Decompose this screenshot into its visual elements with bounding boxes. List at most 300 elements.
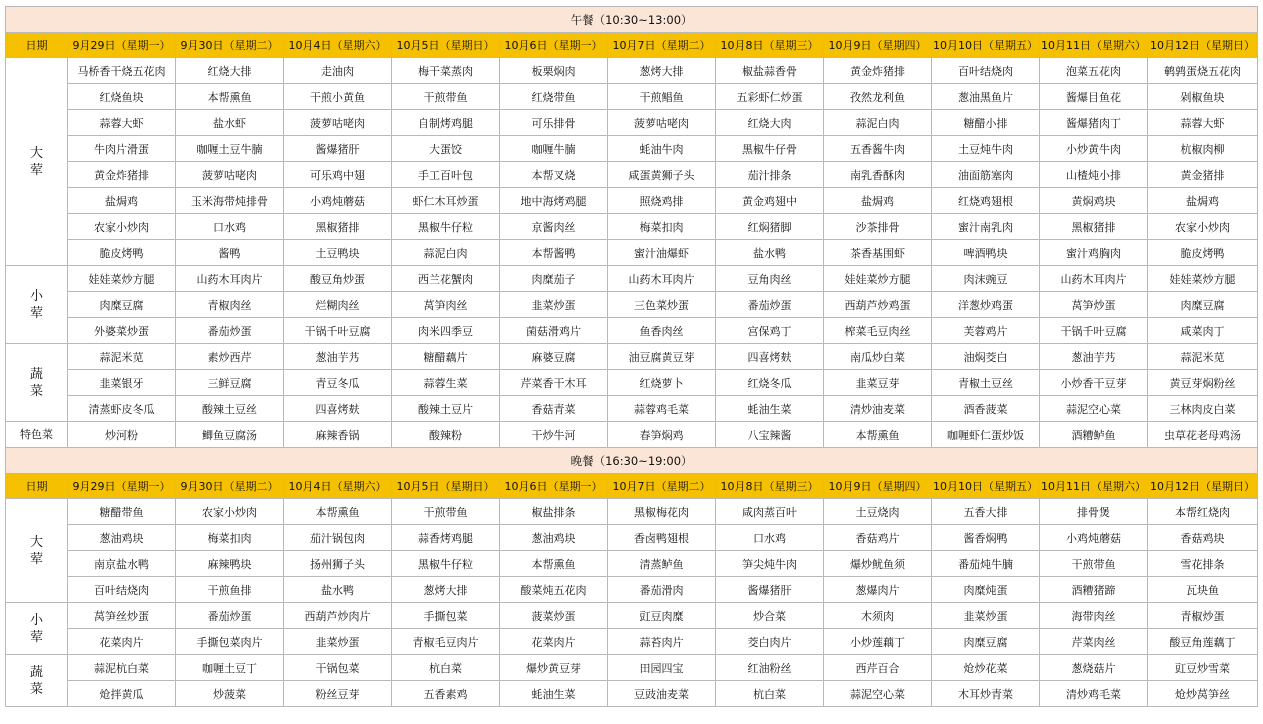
dish-cell: 干煎小黄鱼: [284, 84, 392, 110]
dish-cell: 香菇鸡片: [824, 525, 932, 551]
dinner-header-date: 9月30日（星期二）: [176, 474, 284, 499]
dish-cell: 酱爆目鱼花: [1040, 84, 1148, 110]
dish-cell: 花菜肉片: [68, 629, 176, 655]
dish-cell: 清炒油麦菜: [824, 396, 932, 422]
dish-cell: 四喜烤麸: [284, 396, 392, 422]
dish-cell: 手撕包菜: [392, 603, 500, 629]
dish-cell: 肉糜豆腐: [932, 629, 1040, 655]
dish-cell: 京酱肉丝: [500, 214, 608, 240]
dish-cell: 田园四宝: [608, 655, 716, 681]
dish-cell: 蜜汁鸡胸肉: [1040, 240, 1148, 266]
dish-cell: 韭菜炒蛋: [932, 603, 1040, 629]
dish-cell: 海带肉丝: [1040, 603, 1148, 629]
dish-cell: 花菜肉片: [500, 629, 608, 655]
dish-cell: 盐焗鸡: [1148, 188, 1258, 214]
dinner-header-date-label: 日期: [6, 474, 68, 499]
dish-cell: 西葫芦炒肉片: [284, 603, 392, 629]
dish-cell: 黄豆芽焖粉丝: [1148, 370, 1258, 396]
dish-cell: 八宝辣酱: [716, 422, 824, 448]
dish-cell: 油豆腐黄豆芽: [608, 344, 716, 370]
dish-cell: 盐焗鸡: [68, 188, 176, 214]
dish-cell: 菠萝咕咾肉: [284, 110, 392, 136]
dish-cell: 脆皮烤鸭: [68, 240, 176, 266]
dish-cell: 梅菜扣肉: [608, 214, 716, 240]
dish-cell: 三鲜豆腐: [176, 370, 284, 396]
dish-cell: 糖醋小排: [932, 110, 1040, 136]
dish-cell: 豇豆炒雪菜: [1148, 655, 1258, 681]
dish-cell: 鹌鹑蛋烧五花肉: [1148, 58, 1258, 84]
dish-cell: 酸菜炖五花肉: [500, 577, 608, 603]
table-row: [6, 162, 1258, 188]
dish-cell: 排骨煲: [1040, 499, 1148, 525]
dish-cell: 酱香焖鸭: [932, 525, 1040, 551]
dish-cell: 红烧萝卜: [608, 370, 716, 396]
dish-cell: 梅干菜蒸肉: [392, 58, 500, 84]
dish-cell: 葱烧菇片: [1040, 655, 1148, 681]
dish-cell: 粉丝豆芽: [284, 681, 392, 707]
dish-cell: 木须肉: [824, 603, 932, 629]
dish-cell: 孜然龙利鱼: [824, 84, 932, 110]
dish-cell: 爆炒鱿鱼须: [824, 551, 932, 577]
dish-cell: 木耳炒青菜: [932, 681, 1040, 707]
dish-cell: 大蛋饺: [392, 136, 500, 162]
dish-cell: 马桥香干烧五花肉: [68, 58, 176, 84]
dinner-header-date: 10月7日（星期二）: [608, 474, 716, 499]
dish-cell: 黑椒牛仔粒: [392, 214, 500, 240]
dish-cell: 肉糜炖蛋: [932, 577, 1040, 603]
dish-cell: 酒糟猪蹄: [1040, 577, 1148, 603]
dish-cell: 芹菜肉丝: [1040, 629, 1148, 655]
table-row: [6, 551, 1258, 577]
dish-cell: 葱油芋艿: [1040, 344, 1148, 370]
dish-cell: 黄金炸猪排: [824, 58, 932, 84]
dish-cell: 虾仁木耳炒蛋: [392, 188, 500, 214]
dish-cell: 西芹百合: [824, 655, 932, 681]
dish-cell: 西兰花蟹肉: [392, 266, 500, 292]
dish-cell: 咖喱牛腩: [500, 136, 608, 162]
dish-cell: 南京盐水鸭: [68, 551, 176, 577]
table-row: [6, 577, 1258, 603]
dish-cell: 土豆鸭块: [284, 240, 392, 266]
dish-cell: 农家小炒肉: [176, 499, 284, 525]
dinner-category-cell: 大 荤: [6, 499, 68, 603]
dish-cell: 豆豉油麦菜: [608, 681, 716, 707]
dish-cell: 茭白肉片: [716, 629, 824, 655]
dish-cell: 番茄炒蛋: [176, 603, 284, 629]
dish-cell: 走油肉: [284, 58, 392, 84]
dish-cell: 四喜烤麸: [716, 344, 824, 370]
table-row: [6, 58, 1258, 84]
dish-cell: 椒盐排条: [500, 499, 608, 525]
dish-cell: 香菇青菜: [500, 396, 608, 422]
dish-cell: 麻辣鸭块: [176, 551, 284, 577]
lunch-category-cell: 蔬 菜: [6, 344, 68, 422]
dish-cell: 咖喱虾仁蛋炒饭: [932, 422, 1040, 448]
dish-cell: 雪花排条: [1148, 551, 1258, 577]
dish-cell: 菠菜炒蛋: [500, 603, 608, 629]
dish-cell: 蒜泥杭白菜: [68, 655, 176, 681]
dish-cell: 酱爆猪肝: [284, 136, 392, 162]
dish-cell: 葱烤大排: [608, 58, 716, 84]
dish-cell: 红烧大排: [176, 58, 284, 84]
dish-cell: 本帮熏鱼: [824, 422, 932, 448]
dish-cell: 三林肉皮白菜: [1148, 396, 1258, 422]
dish-cell: 杭椒肉柳: [1148, 136, 1258, 162]
table-row: [6, 240, 1258, 266]
dish-cell: 南瓜炒白菜: [824, 344, 932, 370]
dish-cell: 茄汁排条: [716, 162, 824, 188]
dish-cell: 酸豆角莲藕丁: [1148, 629, 1258, 655]
dish-cell: 黑椒牛仔粒: [392, 551, 500, 577]
dish-cell: 咸菜肉丁: [1148, 318, 1258, 344]
dish-cell: 手撕包菜肉片: [176, 629, 284, 655]
table-row: [6, 396, 1258, 422]
dish-cell: 虫草花老母鸡汤: [1148, 422, 1258, 448]
dinner-header-date: 10月10日（星期五）: [932, 474, 1040, 499]
dish-cell: 茶香基围虾: [824, 240, 932, 266]
dish-cell: 莴笋丝炒蛋: [68, 603, 176, 629]
dish-cell: 红烧带鱼: [500, 84, 608, 110]
dish-cell: 莴笋肉丝: [392, 292, 500, 318]
dish-cell: 炒菠菜: [176, 681, 284, 707]
dish-cell: 咖喱土豆牛腩: [176, 136, 284, 162]
dish-cell: 本帮熏鱼: [500, 551, 608, 577]
dish-cell: 可乐鸡中翅: [284, 162, 392, 188]
dish-cell: 玉米海带炖排骨: [176, 188, 284, 214]
dish-cell: 肉沫豌豆: [932, 266, 1040, 292]
lunch-header-date: 9月30日（星期二）: [176, 33, 284, 58]
dish-cell: 西葫芦炒鸡蛋: [824, 292, 932, 318]
dish-cell: 茄汁锅包肉: [284, 525, 392, 551]
dish-cell: 素炒西芹: [176, 344, 284, 370]
lunch-header-date: 10月6日（星期一）: [500, 33, 608, 58]
dish-cell: 蜜汁油爆虾: [608, 240, 716, 266]
dish-cell: 榨菜毛豆肉丝: [824, 318, 932, 344]
dish-cell: 红焖猪脚: [716, 214, 824, 240]
dish-cell: 小炒香干豆芽: [1040, 370, 1148, 396]
dish-cell: 酱爆猪肉丁: [1040, 110, 1148, 136]
dish-cell: 黑椒猪排: [284, 214, 392, 240]
dish-cell: 蜜汁南乳肉: [932, 214, 1040, 240]
dish-cell: 扬州狮子头: [284, 551, 392, 577]
dish-cell: 咖喱土豆丁: [176, 655, 284, 681]
dinner-header-date: 10月12日（星期日）: [1148, 474, 1258, 499]
dish-cell: 黑椒猪排: [1040, 214, 1148, 240]
dish-cell: 芙蓉鸡片: [932, 318, 1040, 344]
dish-cell: 青豆冬瓜: [284, 370, 392, 396]
dish-cell: 香卤鸭翅根: [608, 525, 716, 551]
dish-cell: 百叶结烧肉: [932, 58, 1040, 84]
lunch-header-date: 10月8日（星期三）: [716, 33, 824, 58]
dish-cell: 牛肉片滑蛋: [68, 136, 176, 162]
dish-cell: 咸蛋黄狮子头: [608, 162, 716, 188]
lunch-header-date: 10月5日（星期日）: [392, 33, 500, 58]
dinner-header-date: 10月5日（星期日）: [392, 474, 500, 499]
dinner-header-date: 9月29日（星期一）: [68, 474, 176, 499]
dish-cell: 番茄炖牛腩: [932, 551, 1040, 577]
dish-cell: 小炒莲藕丁: [824, 629, 932, 655]
dish-cell: 韭菜炒蛋: [500, 292, 608, 318]
dish-cell: 三色菜炒蛋: [608, 292, 716, 318]
dish-cell: 鲫鱼豆腐汤: [176, 422, 284, 448]
lunch-header-date: 10月7日（星期二）: [608, 33, 716, 58]
dish-cell: 番茄炒蛋: [176, 318, 284, 344]
dish-cell: 口水鸡: [176, 214, 284, 240]
dish-cell: 酸辣土豆片: [392, 396, 500, 422]
dish-cell: 娃娃菜炒方腿: [1148, 266, 1258, 292]
dish-cell: 麻婆豆腐: [500, 344, 608, 370]
dish-cell: 豆角肉丝: [716, 266, 824, 292]
table-row: [6, 344, 1258, 370]
dish-cell: 番茄炒蛋: [716, 292, 824, 318]
dish-cell: 泡菜五花肉: [1040, 58, 1148, 84]
dish-cell: 韭菜炒蛋: [284, 629, 392, 655]
dish-cell: 蚝油生菜: [716, 396, 824, 422]
dish-cell: 照烧鸡排: [608, 188, 716, 214]
dish-cell: 红烧大肉: [716, 110, 824, 136]
dish-cell: 爆炒黄豆芽: [500, 655, 608, 681]
dinner-header-date: 10月8日（星期三）: [716, 474, 824, 499]
dish-cell: 小炒黄牛肉: [1040, 136, 1148, 162]
lunch-header-date: 10月12日（星期日）: [1148, 33, 1258, 58]
dish-cell: 口水鸡: [716, 525, 824, 551]
dish-cell: 盐焗鸡: [824, 188, 932, 214]
dish-cell: 糖醋带鱼: [68, 499, 176, 525]
dish-cell: 清炒鸡毛菜: [1040, 681, 1148, 707]
table-row: [6, 370, 1258, 396]
dish-cell: 葱油鸡块: [500, 525, 608, 551]
dish-cell: 莴笋炒蛋: [1040, 292, 1148, 318]
dish-cell: 番茄滑肉: [608, 577, 716, 603]
dinner-category-cell: 蔬 菜: [6, 655, 68, 707]
dish-cell: 麻辣香锅: [284, 422, 392, 448]
dish-cell: 菠萝咕咾肉: [608, 110, 716, 136]
dish-cell: 干煎鲳鱼: [608, 84, 716, 110]
dish-cell: 油面筋塞肉: [932, 162, 1040, 188]
dish-cell: 杭白菜: [392, 655, 500, 681]
dish-cell: 蒜苔肉片: [608, 629, 716, 655]
dish-cell: 肉糜茄子: [500, 266, 608, 292]
dish-cell: 酸豆角炒蛋: [284, 266, 392, 292]
lunch-header-date-label: 日期: [6, 33, 68, 58]
dish-cell: 红烧冬瓜: [716, 370, 824, 396]
lunch-category-cell: 大 荤: [6, 58, 68, 266]
dinner-header-date: 10月4日（星期六）: [284, 474, 392, 499]
dish-cell: 本帮熏鱼: [284, 499, 392, 525]
dish-cell: 红烧鸡翅根: [932, 188, 1040, 214]
table-row: [6, 318, 1258, 344]
dish-cell: 清蒸虾皮冬瓜: [68, 396, 176, 422]
dish-cell: 宫保鸡丁: [716, 318, 824, 344]
dish-cell: 洋葱炒鸡蛋: [932, 292, 1040, 318]
dish-cell: 葱烤大排: [392, 577, 500, 603]
dish-cell: 干煎带鱼: [1040, 551, 1148, 577]
table-row: [6, 136, 1258, 162]
dish-cell: 韭菜豆芽: [824, 370, 932, 396]
dish-cell: 黑椒牛仔骨: [716, 136, 824, 162]
dish-cell: 沙茶排骨: [824, 214, 932, 240]
dish-cell: 本帮熏鱼: [176, 84, 284, 110]
dish-cell: 青椒肉丝: [176, 292, 284, 318]
dish-cell: 手工百叶包: [392, 162, 500, 188]
dish-cell: 酒糟鲈鱼: [1040, 422, 1148, 448]
table-row: [6, 499, 1258, 525]
dish-cell: 葱油黑鱼片: [932, 84, 1040, 110]
dish-cell: 青椒毛豆肉片: [392, 629, 500, 655]
dish-cell: 葱油芋艿: [284, 344, 392, 370]
dish-cell: 五彩虾仁炒蛋: [716, 84, 824, 110]
dish-cell: 五香大排: [932, 499, 1040, 525]
dish-cell: 脆皮烤鸭: [1148, 240, 1258, 266]
dish-cell: 黄金炸猪排: [68, 162, 176, 188]
dish-cell: 本帮红烧肉: [1148, 499, 1258, 525]
dish-cell: 蒜蓉生菜: [392, 370, 500, 396]
dish-cell: 百叶结烧肉: [68, 577, 176, 603]
dish-cell: 本帮叉烧: [500, 162, 608, 188]
dish-cell: 蒜泥米苋: [68, 344, 176, 370]
dish-cell: 干锅千叶豆腐: [1040, 318, 1148, 344]
dish-cell: 肉糜豆腐: [1148, 292, 1258, 318]
dish-cell: 糖醋藕片: [392, 344, 500, 370]
table-row: [6, 629, 1258, 655]
table-row: [6, 110, 1258, 136]
dish-cell: 杭白菜: [716, 681, 824, 707]
dish-cell: 黑椒梅花肉: [608, 499, 716, 525]
dinner-section-title: 晚餐（16:30~19:00）: [6, 448, 1258, 474]
dish-cell: 山药木耳肉片: [1040, 266, 1148, 292]
dish-cell: 葱油鸡块: [68, 525, 176, 551]
lunch-title-row: [6, 7, 1258, 33]
dish-cell: 干煎带鱼: [392, 499, 500, 525]
dish-cell: 葱爆肉片: [824, 577, 932, 603]
dish-cell: 蒜泥白肉: [392, 240, 500, 266]
dish-cell: 春笋焖鸡: [608, 422, 716, 448]
dish-cell: 韭菜银牙: [68, 370, 176, 396]
dish-cell: 南乳香酥肉: [824, 162, 932, 188]
table-row: [6, 84, 1258, 110]
dish-cell: 蒜蓉大虾: [68, 110, 176, 136]
dish-cell: 酱鸭: [176, 240, 284, 266]
table-row: [6, 292, 1258, 318]
dish-cell: 山药木耳肉片: [176, 266, 284, 292]
dish-cell: 蚝油生菜: [500, 681, 608, 707]
lunch-header-date: 9月29日（星期一）: [68, 33, 176, 58]
lunch-section-title: 午餐（10:30~13:00）: [6, 7, 1258, 33]
dish-cell: 干煎鱼排: [176, 577, 284, 603]
dish-cell: 地中海烤鸡腿: [500, 188, 608, 214]
dish-cell: 红烧鱼块: [68, 84, 176, 110]
dish-cell: 黄焖鸡块: [1040, 188, 1148, 214]
dish-cell: 山药木耳肉片: [608, 266, 716, 292]
dinner-header-row: [6, 474, 1258, 499]
dish-cell: 板栗焖肉: [500, 58, 608, 84]
dish-cell: 本帮酱鸭: [500, 240, 608, 266]
dish-cell: 五香酱牛肉: [824, 136, 932, 162]
dish-cell: 酱爆猪肝: [716, 577, 824, 603]
dish-cell: 菠萝咕咾肉: [176, 162, 284, 188]
menu-table: [5, 6, 1258, 707]
dish-cell: 盐水鸭: [716, 240, 824, 266]
dinner-header-date: 10月6日（星期一）: [500, 474, 608, 499]
dish-cell: 农家小炒肉: [68, 214, 176, 240]
lunch-category-cell: 小 荤: [6, 266, 68, 344]
table-row: [6, 655, 1258, 681]
dish-cell: 小鸡炖蘑菇: [284, 188, 392, 214]
dish-cell: 娃娃菜炒方腿: [824, 266, 932, 292]
table-row: [6, 266, 1258, 292]
dish-cell: 黄金猪排: [1148, 162, 1258, 188]
dinner-category-cell: 小 荤: [6, 603, 68, 655]
dish-cell: 黄金鸡翅中: [716, 188, 824, 214]
table-row: [6, 525, 1258, 551]
dish-cell: 炒河粉: [68, 422, 176, 448]
dish-cell: 香菇鸡块: [1148, 525, 1258, 551]
dish-cell: 蒜蓉鸡毛菜: [608, 396, 716, 422]
lunch-category-cell: 特色菜: [6, 422, 68, 448]
dish-cell: 炝炒莴笋丝: [1148, 681, 1258, 707]
lunch-header-date: 10月9日（星期四）: [824, 33, 932, 58]
dish-cell: 炝炒花菜: [932, 655, 1040, 681]
dish-cell: 干炒牛河: [500, 422, 608, 448]
dish-cell: 干煎带鱼: [392, 84, 500, 110]
dish-cell: 红油粉丝: [716, 655, 824, 681]
lunch-header-date: 10月11日（星期六）: [1040, 33, 1148, 58]
table-row: [6, 422, 1258, 448]
menu-sheet: [5, 6, 1257, 707]
dinner-title-row: [6, 448, 1258, 474]
dinner-header-date: 10月11日（星期六）: [1040, 474, 1148, 499]
dish-cell: 娃娃菜炒方腿: [68, 266, 176, 292]
dish-cell: 豇豆肉糜: [608, 603, 716, 629]
dish-cell: 干锅千叶豆腐: [284, 318, 392, 344]
dish-cell: 土豆炖牛肉: [932, 136, 1040, 162]
dish-cell: 蒜泥白肉: [824, 110, 932, 136]
table-row: [6, 681, 1258, 707]
dish-cell: 梅菜扣肉: [176, 525, 284, 551]
dish-cell: 芹菜香干木耳: [500, 370, 608, 396]
dish-cell: 五香素鸡: [392, 681, 500, 707]
dish-cell: 蒜泥米苋: [1148, 344, 1258, 370]
dish-cell: 青椒土豆丝: [932, 370, 1040, 396]
dish-cell: 蒜泥空心菜: [824, 681, 932, 707]
dish-cell: 外婆菜炒蛋: [68, 318, 176, 344]
dish-cell: 干锅包菜: [284, 655, 392, 681]
dish-cell: 油焖茭白: [932, 344, 1040, 370]
table-row: [6, 188, 1258, 214]
dish-cell: 农家小炒肉: [1148, 214, 1258, 240]
dish-cell: 炒合菜: [716, 603, 824, 629]
dish-cell: 青椒炒蛋: [1148, 603, 1258, 629]
dish-cell: 蚝油牛肉: [608, 136, 716, 162]
dish-cell: 蒜泥空心菜: [1040, 396, 1148, 422]
dish-cell: 笋尖炖牛肉: [716, 551, 824, 577]
dish-cell: 酸辣土豆丝: [176, 396, 284, 422]
dish-cell: 自制烤鸡腿: [392, 110, 500, 136]
lunch-header-date: 10月4日（星期六）: [284, 33, 392, 58]
dish-cell: 清蒸鲈鱼: [608, 551, 716, 577]
dish-cell: 酸辣粉: [392, 422, 500, 448]
dish-cell: 土豆烧肉: [824, 499, 932, 525]
dish-cell: 椒盐蒜香骨: [716, 58, 824, 84]
dish-cell: 菌菇滑鸡片: [500, 318, 608, 344]
dish-cell: 烂糊肉丝: [284, 292, 392, 318]
dish-cell: 瓦块鱼: [1148, 577, 1258, 603]
dish-cell: 肉米四季豆: [392, 318, 500, 344]
dish-cell: 盐水鸭: [284, 577, 392, 603]
dish-cell: 咸肉蒸百叶: [716, 499, 824, 525]
dish-cell: 蒜蓉大虾: [1148, 110, 1258, 136]
dish-cell: 肉糜豆腐: [68, 292, 176, 318]
